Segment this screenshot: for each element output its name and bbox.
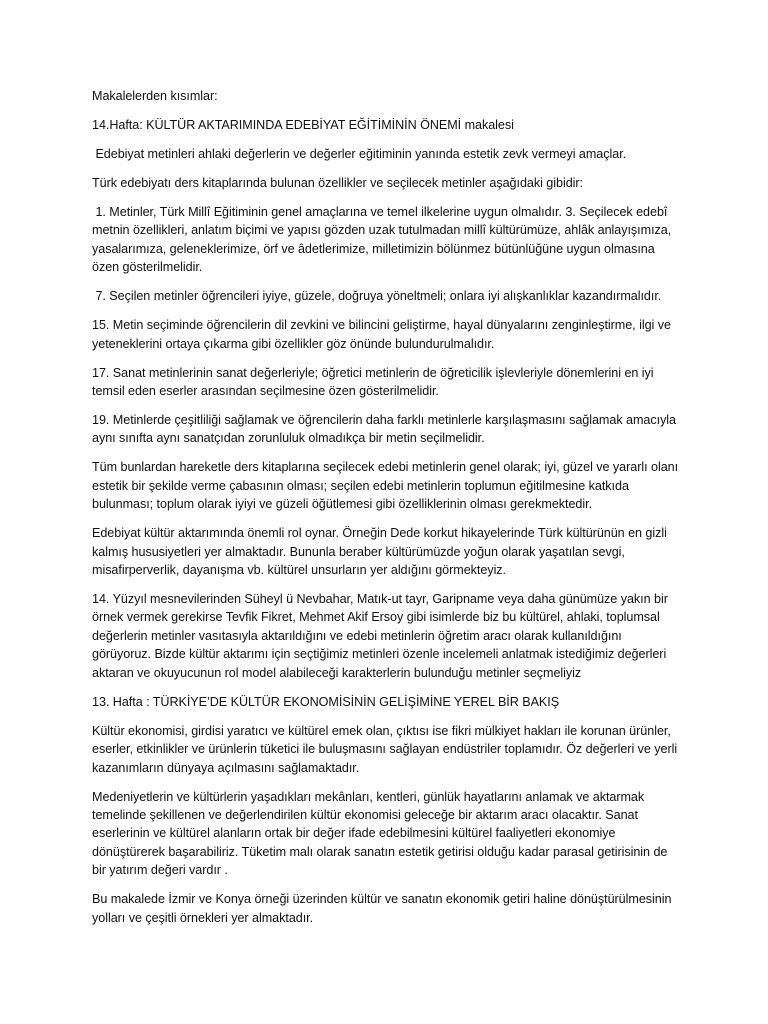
paragraph-textbook-criteria: Türk edebiyatı ders kitaplarında bulunan özellikler ve seçilecek metinler aşağıdaki gibidir: bbox=[92, 176, 584, 190]
week-13-heading: 13. Hafta : TÜRKİYE’DE KÜLTÜR EKONOMİSİNİN GELİŞİMİNE YEREL BİR BAKIŞ bbox=[92, 694, 560, 709]
paragraph-civilizations: Medeniyetlerin ve kültürlerin yaşadıkları mekânları, kentleri, günlük hayatlarını anlamak ve aktarmak temelinde şekillenen ve değerlendirilen kültür ekonomisi geleceğe bir aktarım aracı olacaktır. Sanat eserlerinin ve kültürel alanların ortak bir değer ifade edebilmesini kültürel faaliyetleri ekonomiye dönüştürerek başarabiliriz. Tüketim malı olarak sanatın estetik getirisi olduğu kadar parasal getirisinin de bir yatırım değeri vardır . bbox=[92, 789, 671, 878]
paragraph-criteria-17: 17. Sanat metinlerinin sanat değerleriyle; öğretici metinlerin de öğreticilik işlevleriyle dönemlerini en iyi temsil eden eserler arasından seçilmesine özen gösterilmelidir. bbox=[92, 365, 657, 399]
paragraph-criteria-7: 7. Seçilen metinler öğrencileri iyiye, güzele, doğruya yöneltmeli; onlara iyi alışkanlıklar kazandırmalıdır. bbox=[92, 289, 662, 304]
document-page bbox=[92, 87, 682, 938]
section-intro-heading: Makalelerden kısımlar: bbox=[92, 89, 218, 103]
paragraph-aesthetics: Edebiyat metinleri ahlaki değerlerin ve değerler eğitiminin yanında estetik zevk vermeyi amaçlar. bbox=[92, 147, 627, 161]
paragraph-mesnevi: 14. Yüzyıl mesnevilerinden Süheyl ü Nevbahar, Matık-ut tayr, Garipname veya daha günümüze yakın bir örnek vermek gerekirse Tevfik Fikret, Mehmet Akif Ersoy gibi isimlerde biz bu kültürel, ahlaki, toplumsal değerlerin metinler vasıtasıyla aktarıldığını ve edebi metinlerin öğretim aracı olarak kullanıldığını görüyoruz. Bizde kültür aktarımı için seçtiğimiz metinleri özenle incelemeli anlatmak istediğimiz değerleri aktaran ve okuyucunun rol model alabileceği karakterlerin bulunduğu metinler seçmeliyiz bbox=[92, 592, 672, 680]
paragraph-summary: Tüm bunlardan hareketle ders kitaplarına seçilecek edebi metinlerin genel olarak; iyi, güzel ve yararlı olanı estetik bir şekilde verme çabasının olması; seçilen edebi metinlerin toplumun eğitilmesine katkıda bulunması; toplum olarak iyiyi ve güzeli öğütlemesi gibi özelliklerinin olması gerekmektedir. bbox=[92, 460, 682, 512]
paragraph-culture-economy: Kültür ekonomisi, girdisi yaratıcı ve kültürel emek olan, çıktısı ise fikri mülkiyet hakları ile korunan ürünler, eserler, etkinlikler ve ürünlerin tüketici ile buluşmasını sağlayan endüstriler toplamıdır. Öz değerleri ve yerli kazanımların dünyaya açılmasını sağlamaktadır. bbox=[92, 723, 681, 775]
paragraph-criteria-1-3: 1. Metinler, Türk Millî Eğitiminin genel amaçlarına ve temel ilkelerine uygun olmalıdır. 3. Seçilecek edebî metnin özellikleri, anlatım biçimi ve yapısı gözden uzak tutulmadan millî kültürümüze, ahlâk anlayışımıza, yasalarımıza, geleneklerimize, örf ve âdetlerimize, milletimizin bölünmez bütünlüğüne uygun olmasına özen gösterilmelidir. bbox=[92, 205, 675, 275]
paragraph-criteria-19: 19. Metinlerde çeşitliliği sağlamak ve öğrencilerin daha farklı metinlerle karşılaşmasını sağlamak amacıyla aynı sınıfta aynı sanatçıdan zorunluluk olmadıkça bir metin seçilmelidir. bbox=[92, 413, 680, 446]
paragraph-criteria-15: 15. Metin seçiminde öğrencilerin dil zevkini ve bilincini geliştirme, hayal dünyalarını zenginleştirme, ilgi ve yeteneklerini ortaya çıkarma gibi özellikler göz önünde bulundurulmalıdır. bbox=[92, 318, 675, 351]
paragraph-izmir-konya: Bu makalede İzmir ve Konya örneği üzerinden kültür ve sanatın ekonomik getiri haline dönüştürülmesinin yolları ve çeşitli örnekleri yer almaktadır. bbox=[92, 892, 675, 925]
paragraph-dede-korkut: Edebiyat kültür aktarımında önemli rol oynar. Örneğin Dede korkut hikayelerinde Türk kültürünün en gizli kalmış hususiyetleri yer almaktadır. Bununla beraber kültürümüzde yoğun olarak yaşatılan sevgi, misafirperverlik, dayanışma vb. kültürel unsurların yer aldığını görmekteyiz. bbox=[92, 526, 671, 578]
week-14-heading: 14.Hafta: KÜLTÜR AKTARIMINDA EDEBİYAT EĞİTİMİNİN ÖNEMİ makalesi bbox=[92, 118, 514, 132]
